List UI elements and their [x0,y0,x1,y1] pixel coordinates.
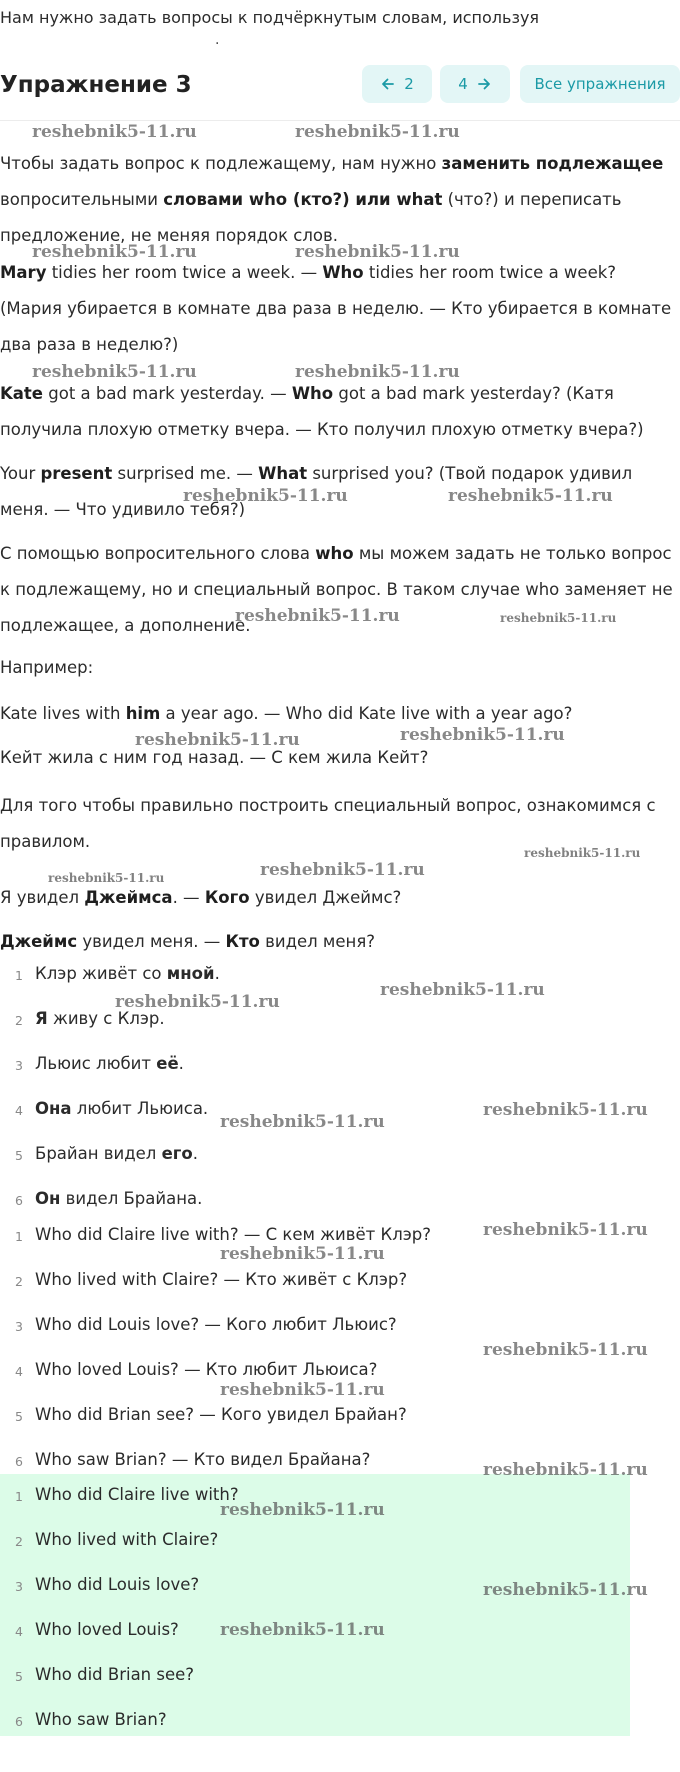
next-exercise-button[interactable] [440,65,510,103]
all-exercises-label: Все упражнения [534,75,666,93]
watermark: reshebnik5-11.ru [220,1380,385,1400]
watermark: reshebnik5-11.ru [32,242,197,262]
watermark: reshebnik5-11.ru [220,1112,385,1132]
watermark: reshebnik5-11.ru [483,1460,648,1480]
watermark: reshebnik5-11.ru [183,486,348,506]
watermark: reshebnik5-11.ru [48,871,165,885]
watermark: reshebnik5-11.ru [483,1220,648,1240]
watermark: reshebnik5-11.ru [260,860,425,880]
watermark: reshebnik5-11.ru [380,980,545,1000]
answer-box [0,1474,630,1736]
watermark: reshebnik5-11.ru [32,122,197,142]
theory-example-6: Джеймс увидел меня. — Кто видел меня? [0,932,376,951]
arrow-right-icon [476,76,492,92]
watermark: reshebnik5-11.ru [483,1580,648,1600]
theory-example-1: Mary tidies her room twice a week. — Who tidies her room twice a week? (Мария убирается в комнате два раза в неделю. — Кто убирается в комнате два раза в неделю?) [0,263,672,354]
watermark: reshebnik5-11.ru [400,725,565,745]
theory-paragraph-1: Чтобы задать вопрос к подлежащему, нам нужно заменить подлежащее вопросительными словами who (кто?) или what (что?) и переписать предложение, не меняя порядок слов. [0,154,664,245]
watermark: reshebnik5-11.ru [483,1340,648,1360]
exercise-header [0,58,680,121]
watermark: reshebnik5-11.ru [220,1500,385,1520]
for-example-label: Например: [0,658,94,677]
theory-paragraph-2: С помощью вопросительного слова who мы можем задать не только вопрос к подлежащему, но и специальный вопрос. В таком случае who заменяет не подлежащее, а дополнение. [0,544,673,635]
watermark: reshebnik5-11.ru [295,242,460,262]
theory-example-4-translation: Кейт жила с ним год назад. — С кем жила Кейт? [0,748,429,767]
watermark: reshebnik5-11.ru [220,1620,385,1640]
watermark: reshebnik5-11.ru [448,486,613,506]
intro-text: Нам нужно задать вопросы к подчёркнутым словам, используя [0,8,540,27]
prev-exercise-label: 2 [404,75,414,93]
watermark: reshebnik5-11.ru [32,362,197,382]
all-exercises-button[interactable] [520,65,680,103]
theory-example-4: Kate lives with him a year ago. — Who did Kate live with a year ago? [0,704,573,723]
watermark: reshebnik5-11.ru [500,611,617,625]
theory-example-2: Kate got a bad mark yesterday. — Who got a bad mark yesterday? (Катя получила плохую отметку вчера. — Кто получил плохую отметку вчера?) [0,384,644,439]
watermark: reshebnik5-11.ru [295,362,460,382]
next-exercise-label: 4 [458,75,468,93]
theory-example-5: Я увидел Джеймса. — Кого увидел Джеймс? [0,888,402,907]
watermark: reshebnik5-11.ru [524,846,641,860]
watermark: reshebnik5-11.ru [483,1100,648,1120]
theory-example-3: Your present surprised me. — What surprised you? (Твой подарок удивил меня. — Что удивило тебя?) [0,464,633,519]
theory-paragraph-3: Для того чтобы правильно построить специальный вопрос, ознакомимся с правилом. [0,796,656,851]
dot-glyph: · [215,36,220,52]
watermark: reshebnik5-11.ru [220,1244,385,1264]
watermark: reshebnik5-11.ru [235,606,400,626]
watermark: reshebnik5-11.ru [295,122,460,142]
arrow-left-icon [380,76,396,92]
page-title: Упражнение 3 [0,72,192,98]
watermark: reshebnik5-11.ru [135,730,300,750]
watermark: reshebnik5-11.ru [115,992,280,1012]
prev-exercise-button[interactable] [362,65,432,103]
